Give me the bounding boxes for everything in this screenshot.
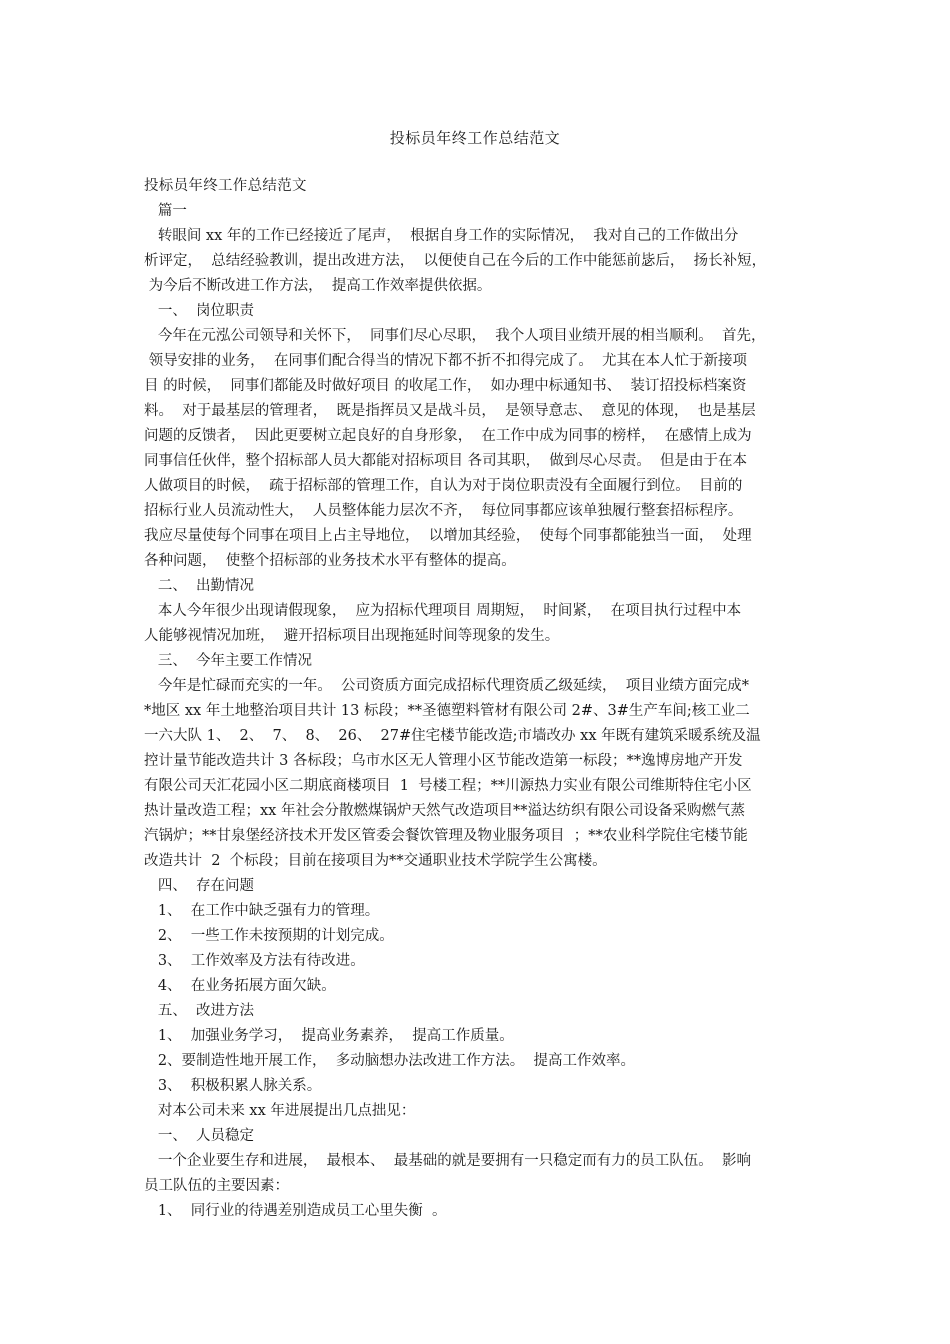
text-line: 同事信任伙伴，整个招标部人员大都能对招标项目 各司其职， 做到尽心尽责。 但是由于在本 — [144, 453, 748, 469]
text-line: 招标行业人员流动性大， 人员整体能力层次不齐， 每位同事都应该单独履行整套招标程序。 — [144, 503, 743, 519]
text-line: 1、 在工作中缺乏强有力的管理。 — [144, 903, 380, 919]
text-line: 三、 今年主要工作情况 — [144, 653, 313, 669]
text-line: 3、 工作效率及方法有待改进。 — [144, 953, 365, 969]
text-line: 有限公司天汇花园小区二期底商楼项目 1 号楼工程；**川源热力实业有限公司维斯特住宅小区 — [144, 778, 752, 794]
document-title: 投标员年终工作总结范文 — [389, 129, 561, 147]
text-line: 一个企业要生存和进展， 最根本、 最基础的就是要拥有一只稳定而有力的员工队伍。 影响 — [144, 1153, 751, 1169]
text-line: *地区 xx 年土地整治项目共计 13 标段；**圣德塑料管材有限公司 2#、3#生产车间;核工业二 — [144, 703, 750, 719]
text-line: 四、 存在问题 — [144, 878, 255, 894]
text-line: 料。 对于最基层的管理者， 既是指挥员又是战斗员， 是领导意志、 意见的体现， 也是基层 — [144, 403, 756, 419]
text-line: 1、 同行业的待遇差别造成员工心里失衡 。 — [144, 1203, 447, 1219]
text-line: 各种问题， 使整个招标部的业务技术水平有整体的提高。 — [144, 553, 516, 569]
text-line: 为今后不断改进工作方法， 提高工作效率提供依据。 — [144, 278, 492, 294]
text-line: 本人今年很少出现请假现象， 应为招标代理项目 周期短， 时间紧， 在项目执行过程中本 — [144, 603, 742, 619]
text-line: 一、 人员稳定 — [144, 1128, 255, 1144]
text-line: 对本公司未来 xx 年进展提出几点拙见： — [144, 1103, 416, 1119]
text-line: 目 的时候， 同事们都能及时做好项目 的收尾工作， 如办理中标通知书、 装订招投标档案资 — [144, 378, 747, 394]
text-line: 一、 岗位职责 — [144, 303, 255, 319]
text-line: 热计量改造工程；xx 年社会分散燃煤锅炉天然气改造项目**溢达纺织有限公司设备采购燃气蒸 — [144, 803, 745, 819]
text-line: 改造共计 2 个标段；目前在接项目为**交通职业技术学院学生公寓楼。 — [144, 853, 607, 869]
text-line: 员工队伍的主要因素： — [144, 1178, 289, 1194]
text-line: 汽锅炉；**甘泉堡经济技术开发区管委会餐饮管理及物业服务项目 ；**农业科学院住宅楼节能 — [144, 828, 748, 844]
text-line: 五、 改进方法 — [144, 1003, 255, 1019]
text-line: 转眼间 xx 年的工作已经接近了尾声， 根据自身工作的实际情况， 我对自己的工作做出分 — [144, 228, 739, 244]
text-line: 4、 在业务拓展方面欠缺。 — [144, 978, 336, 994]
document-body — [144, 174, 820, 1224]
text-line: 人做项目的时候， 疏于招标部的管理工作，自认为对于岗位职责没有全面履行到位。 目前的 — [144, 478, 743, 494]
text-line: 篇一 — [144, 203, 187, 219]
text-line: 二、 出勤情况 — [144, 578, 255, 594]
text-line: 析评定， 总结经验教训，提出改进方法， 以便使自己在今后的工作中能惩前毖后， 扬长补短， — [144, 253, 767, 269]
text-line: 今年在元泓公司领导和关怀下， 同事们尽心尽职， 我个人项目业绩开展的相当顺利。 首先， — [144, 328, 766, 344]
text-line: 人能够视情况加班， 避开招标项目出现拖延时间等现象的发生。 — [144, 628, 560, 644]
text-line: 2、要制造性地开展工作， 多动脑想办法改进工作方法。 提高工作效率。 — [144, 1053, 635, 1069]
text-line: 3、 积极积累人脉关系。 — [144, 1078, 322, 1094]
text-line: 控计量节能改造共计 3 各标段；乌市水区无人管理小区节能改造第一标段；**逸博房地产开发 — [144, 753, 743, 769]
text-line: 今年是忙碌而充实的一年。 公司资质方面完成招标代理资质乙级延续， 项目业绩方面完成* — [144, 678, 750, 694]
text-line: 1、 加强业务学习， 提高业务素养， 提高工作质量。 — [144, 1028, 514, 1044]
text-line: 我应尽量使每个同事在项目上占主导地位， 以增加其经验， 使每个同事都能独当一面， 处理 — [144, 528, 752, 544]
text-line: 一六大队 1、 2、 7、 8、 26、 27#住宅楼节能改造;市墙改办 xx 年既有建筑采暖系统及温 — [144, 728, 761, 744]
text-line: 领导安排的业务， 在同事们配合得当的情况下都不折不扣得完成了。 尤其在本人忙于新接项 — [144, 353, 748, 369]
document-subtitle: 投标员年终工作总结范文 — [144, 178, 307, 194]
text-line: 问题的反馈者， 因此更要树立起良好的自身形象， 在工作中成为同事的榜样， 在感情上成为 — [144, 428, 752, 444]
text-line: 2、 一些工作未按预期的计划完成。 — [144, 928, 394, 944]
